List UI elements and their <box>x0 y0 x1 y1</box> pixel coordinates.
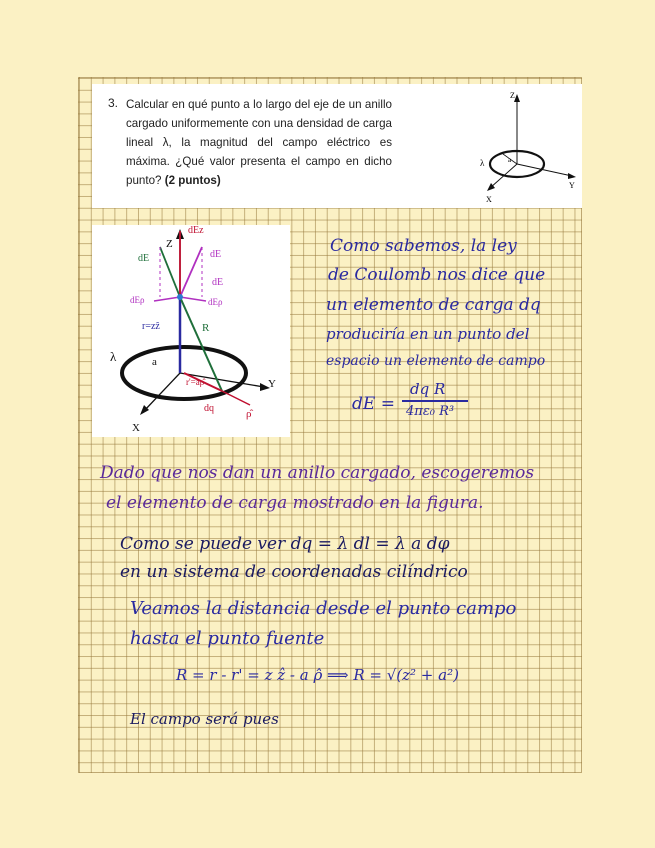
note-line-10: Veamos la distancia desde el punto campo <box>130 598 517 619</box>
big-a-label: a <box>152 356 157 368</box>
note-line-5: espacio un elemento de campo <box>326 353 546 369</box>
eq-de-numerator: dq R <box>410 380 446 398</box>
label-r-vec: r=zẑ <box>142 321 160 332</box>
label-dE-left: dE <box>138 253 150 264</box>
small-x-label: X <box>486 195 492 204</box>
note-line-11: hasta el punto fuente <box>130 628 325 649</box>
big-z-label: Z <box>166 238 173 250</box>
problem-points: (2 puntos) <box>164 174 221 187</box>
small-lambda-label: λ <box>480 158 485 168</box>
note-line-9: en un sistema de coordenadas cilíndrico <box>120 562 468 582</box>
small-y-label: Y <box>569 181 575 190</box>
problem-statement <box>92 84 582 208</box>
note-line-7: el elemento de carga mostrado en la figura. <box>106 493 484 513</box>
label-rho-hat: ρ̂ <box>246 408 252 420</box>
note-line-1: Como sabemos, la ley <box>330 236 517 256</box>
note-line-12: El campo será pues <box>130 710 279 728</box>
eq-de-lhs: dE = <box>352 394 395 414</box>
label-dE-right: dE <box>210 249 222 260</box>
problem-number: 3. <box>108 96 119 110</box>
note-line-6: Dado que nos dan un anillo cargado, escogeremos <box>100 463 535 483</box>
eq-de-denominator: 4πε₀ R³ <box>406 404 455 419</box>
eq-de-fraction-bar <box>402 400 468 402</box>
label-dEz: dEz <box>188 225 204 236</box>
big-x-label: X <box>132 422 140 434</box>
label-dE-mid: dE <box>212 277 224 288</box>
label-r-prime: r'=aρ̂ <box>186 377 205 387</box>
note-line-8: Como se puede ver dq = λ dl = λ a dφ <box>120 534 450 554</box>
problem-text-main: Calcular en qué punto a lo largo del eje de un anillo cargado uniformemente con una densidad de carga lineal λ, la magnitud del campo eléctrico es máxima. ¿Qué valor presenta el campo en dicho punto? <box>126 98 392 187</box>
note-line-4: produciría en un punto del <box>326 325 530 343</box>
label-dErho-right: dEρ <box>208 297 223 307</box>
label-dq: dq <box>204 403 214 414</box>
big-y-label: Y <box>268 378 276 390</box>
eq-distance: R = r - r' = z ẑ - a ρ̂ ⟹ R = √(z² + a²) <box>176 666 459 684</box>
label-dErho-left: dEρ <box>130 295 145 305</box>
small-a-label: a <box>508 156 512 164</box>
note-line-2: de Coulomb nos dice que <box>328 265 546 285</box>
ring-axes-figure-small <box>462 84 582 208</box>
problem-text <box>126 95 392 190</box>
note-line-3: un elemento de carga dq <box>326 295 541 315</box>
label-R-vec: R <box>202 322 210 334</box>
small-z-label: Z <box>510 91 515 100</box>
ring-field-figure <box>92 225 290 437</box>
big-lambda-label: λ <box>110 349 117 364</box>
